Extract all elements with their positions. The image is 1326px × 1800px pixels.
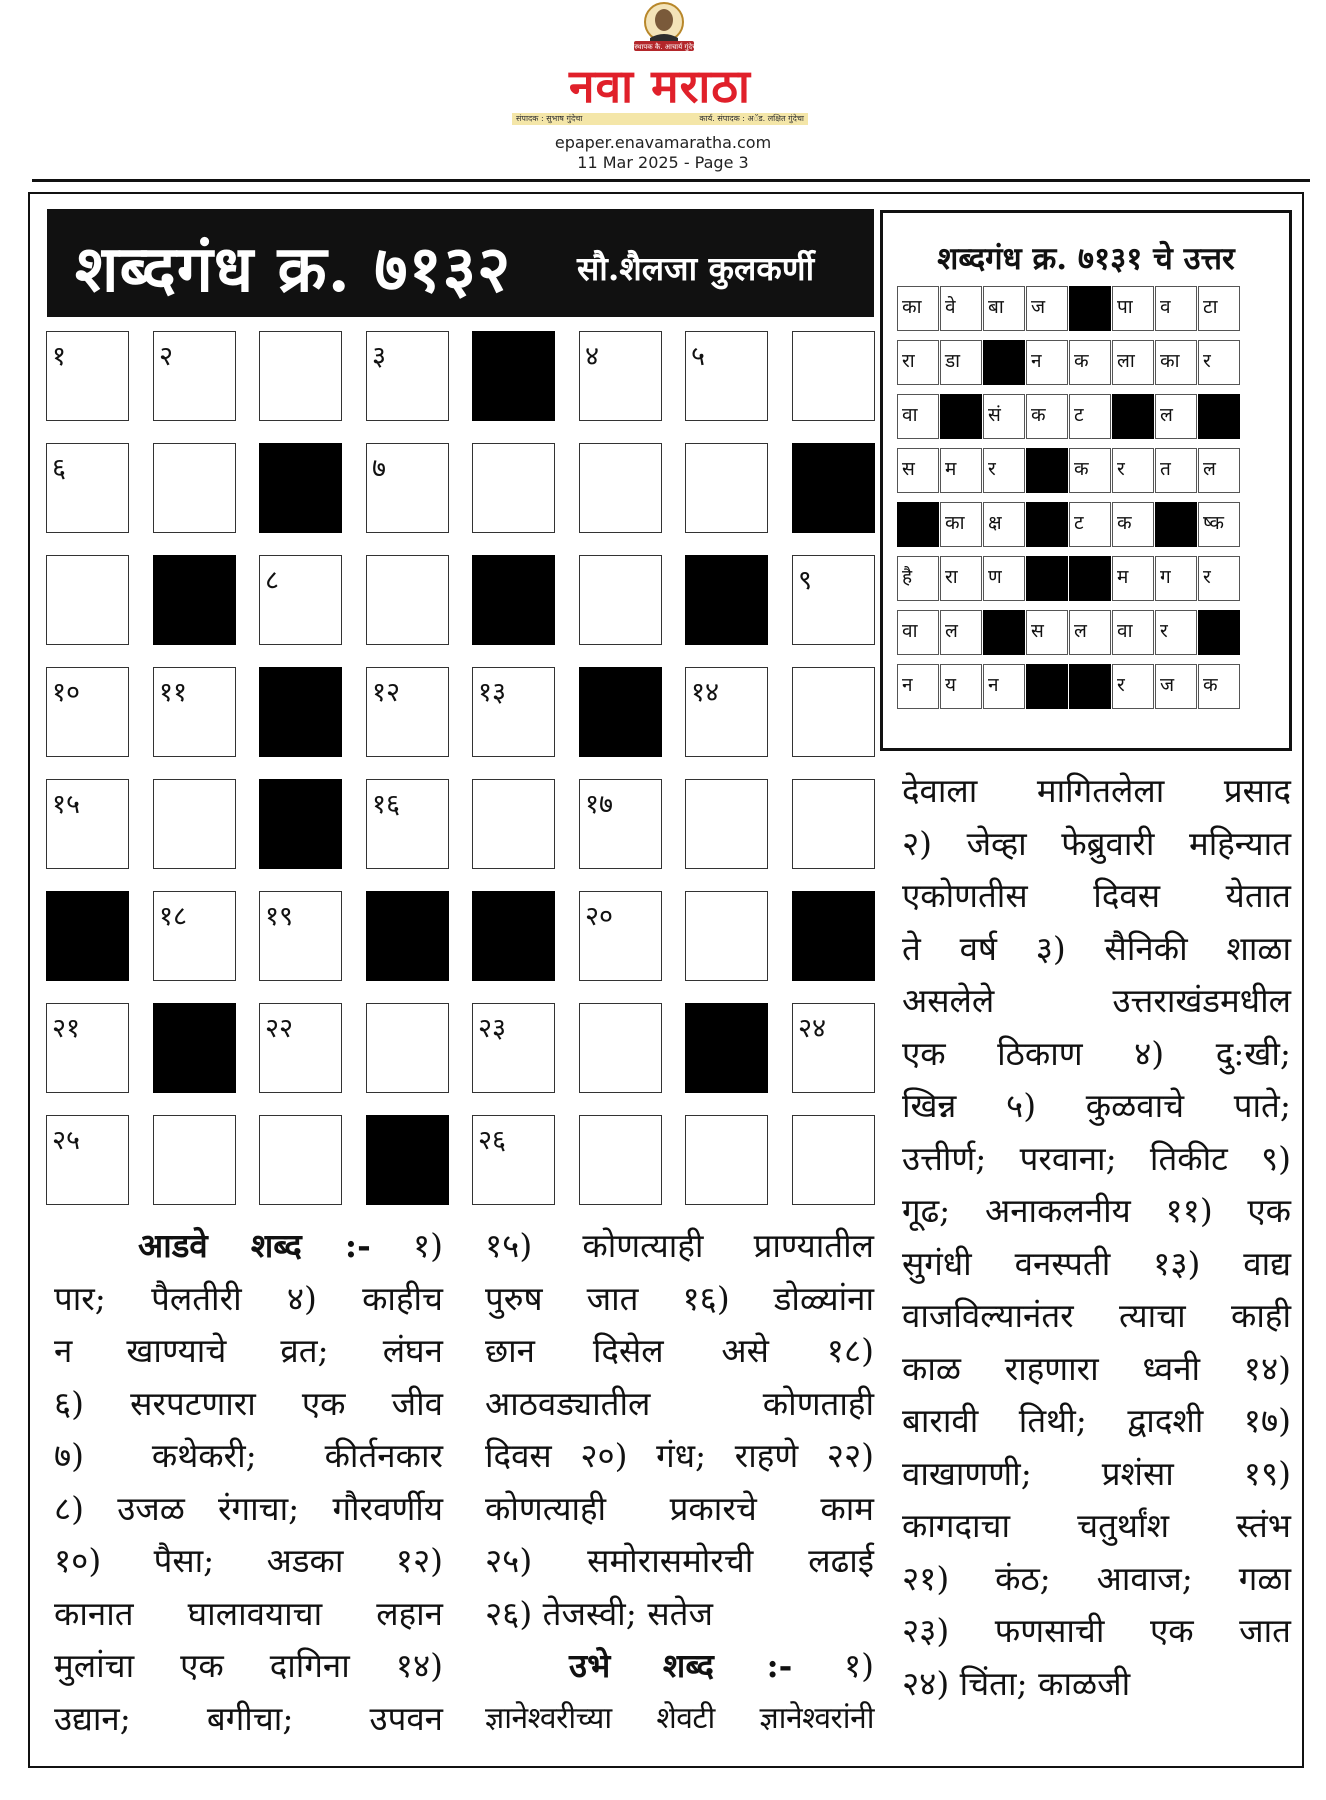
down-clue-line: काळ राहणारा ध्वनी १४)	[902, 1348, 1291, 1388]
grid-block	[472, 555, 555, 645]
grid-cell[interactable]	[685, 331, 768, 421]
grid-cell[interactable]	[46, 443, 129, 533]
down-clue-line: २३) फणसाची एक जात	[902, 1611, 1291, 1650]
down-clue-line: गूढ; अनाकलनीय ११) एक	[902, 1191, 1291, 1230]
answer-cell: र	[1198, 556, 1240, 601]
grid-cell[interactable]	[46, 667, 129, 757]
answer-cell: सं	[983, 394, 1025, 439]
answer-cell: रा	[940, 556, 982, 601]
answer-block	[1198, 394, 1240, 439]
answer-cell: है	[897, 556, 939, 601]
puzzle-title-banner	[47, 209, 874, 317]
answer-block	[1069, 556, 1111, 601]
answer-block	[1155, 502, 1197, 547]
grid-block	[153, 555, 236, 645]
newspaper-logo: नवा मराठा संपादक : सुभाष गुंदेचा कार्य. संपादक : अॅड. लक्षित गुंदेचा	[512, 60, 808, 126]
answer-cell: र	[1198, 340, 1240, 385]
answer-cell: ण	[983, 556, 1025, 601]
grid-block	[685, 555, 768, 645]
answer-cell: म	[1112, 556, 1154, 601]
clue-number: १	[52, 341, 67, 372]
down-clue-line: खिन्न ५) कुळवाचे पाते;	[902, 1086, 1291, 1125]
answer-cell: टा	[1198, 286, 1240, 331]
grid-cell[interactable]	[46, 779, 129, 869]
grid-cell[interactable]	[259, 555, 342, 645]
across-clue-line: न खाण्याचे व्रत; लंघन	[54, 1331, 443, 1370]
across-clue-line: उद्यान; बगीचा; उपवन	[54, 1698, 443, 1738]
answer-cell: र	[1155, 610, 1197, 655]
grid-cell[interactable]	[153, 891, 236, 981]
across-clue-line: आडवे शब्द :- १)	[54, 1220, 443, 1273]
grid-cell[interactable]	[792, 667, 875, 757]
grid-cell[interactable]	[259, 1115, 342, 1205]
answer-cell: वे	[940, 286, 982, 331]
across-clue-line: आठवड्यातील कोणताही	[485, 1383, 874, 1423]
answer-block	[1026, 448, 1068, 493]
previous-answers-box	[880, 210, 1292, 751]
answer-cell: ल	[940, 610, 982, 655]
down-clue-line: एकोणतीस दिवस येतात	[902, 876, 1291, 915]
grid-cell[interactable]	[366, 1003, 449, 1093]
answer-block	[1198, 610, 1240, 655]
clue-number: २६	[478, 1125, 507, 1156]
answer-cell: क	[1026, 394, 1068, 439]
grid-cell[interactable]	[685, 891, 768, 981]
answer-cell: वा	[897, 394, 939, 439]
grid-block	[472, 331, 555, 421]
down-clue-line: असलेले उत्तराखंडमधील	[902, 981, 1291, 1020]
answer-cell: ट	[1069, 394, 1111, 439]
down-clue-line: बारावी तिथी; द्वादशी १७)	[902, 1401, 1291, 1440]
answer-cell: का	[940, 502, 982, 547]
grid-block	[259, 667, 342, 757]
clue-number: १३	[478, 677, 507, 708]
clue-number: १८	[159, 901, 188, 932]
grid-cell[interactable]	[685, 779, 768, 869]
down-clue-line: २१) कंठ; आवाज; गळा	[902, 1558, 1291, 1598]
down-clue-line: २) जेव्हा फेब्रुवारी महिन्यात	[902, 823, 1291, 863]
grid-cell[interactable]	[472, 1115, 555, 1205]
clue-number: १६	[372, 789, 401, 820]
answer-cell: न	[983, 664, 1025, 709]
grid-cell[interactable]	[579, 331, 662, 421]
grid-block	[259, 443, 342, 533]
grid-block	[366, 1115, 449, 1205]
clue-number: ५	[691, 341, 706, 372]
across-clue-line: ८) उजळ रंगाचा; गौरवर्णीय	[54, 1488, 443, 1528]
down-clue-line: देवाला मागितलेला प्रसाद	[902, 771, 1291, 810]
grid-cell[interactable]	[579, 443, 662, 533]
answer-block	[983, 610, 1025, 655]
clue-number: ६	[52, 453, 67, 484]
grid-block	[685, 1003, 768, 1093]
grid-cell[interactable]	[259, 891, 342, 981]
answer-block	[1069, 286, 1111, 331]
grid-block	[472, 891, 555, 981]
down-clue-line: उभे शब्द :- १)	[485, 1640, 874, 1693]
across-clue-line: ७) कथेकरी; कीर्तनकार	[54, 1436, 443, 1475]
grid-cell[interactable]	[153, 779, 236, 869]
clue-number: २१	[52, 1013, 81, 1044]
answer-cell: ष्क	[1198, 502, 1240, 547]
grid-cell[interactable]	[472, 667, 555, 757]
answer-cell: रा	[897, 340, 939, 385]
across-clue-line: कोणत्याही प्रकारचे काम	[485, 1488, 874, 1528]
clue-number: १०	[52, 677, 81, 708]
answer-cell: व	[1155, 286, 1197, 331]
clue-number: ११	[159, 677, 188, 708]
grid-cell[interactable]	[153, 667, 236, 757]
grid-cell[interactable]	[579, 891, 662, 981]
grid-cell[interactable]	[46, 331, 129, 421]
grid-cell[interactable]	[46, 1115, 129, 1205]
down-clue-line: वाखाणणी; प्रशंसा १९)	[902, 1453, 1291, 1493]
clue-number: २२	[265, 1013, 294, 1044]
grid-cell[interactable]	[685, 1115, 768, 1205]
puzzle-title: शब्दगंध क्र. ७१३२	[75, 232, 512, 307]
answer-cell: वा	[897, 610, 939, 655]
grid-cell[interactable]	[685, 443, 768, 533]
clue-number: १९	[265, 901, 294, 932]
clue-number: २०	[585, 901, 614, 932]
grid-cell[interactable]	[792, 1115, 875, 1205]
clue-number: २५	[52, 1125, 81, 1156]
answer-cell: ल	[1155, 394, 1197, 439]
answer-block	[983, 340, 1025, 385]
grid-cell[interactable]	[579, 555, 662, 645]
down-clue-line: ते वर्ष ३) सैनिकी शाळा	[902, 928, 1291, 968]
epaper-url[interactable]: epaper.enavamaratha.com	[554, 133, 772, 152]
grid-cell[interactable]	[366, 667, 449, 757]
down-clue-line: २४) चिंता; काळजी	[902, 1663, 1131, 1703]
clue-number: ७	[372, 453, 387, 484]
grid-cell[interactable]	[792, 331, 875, 421]
answer-cell: म	[940, 448, 982, 493]
answer-block	[1026, 556, 1068, 601]
clue-number: ४	[585, 341, 600, 372]
grid-cell[interactable]	[579, 1003, 662, 1093]
issue-date-page: 11 Mar 2025 - Page 3	[577, 153, 749, 172]
grid-cell[interactable]	[472, 443, 555, 533]
grid-cell[interactable]	[153, 443, 236, 533]
clues-column-3	[902, 765, 1291, 1710]
answers-title: शब्दगंध क्र. ७१३१ चे उत्तर	[937, 241, 1235, 277]
down-clue-line: उत्तीर्ण; परवाना; तिकीट ९)	[902, 1138, 1291, 1178]
clue-number: ९	[798, 565, 813, 596]
grid-cell[interactable]	[46, 555, 129, 645]
across-clue-line: २६) तेजस्वी; सतेज	[485, 1593, 713, 1633]
crossword-grid	[46, 331, 876, 1211]
grid-cell[interactable]	[579, 1115, 662, 1205]
grid-cell[interactable]	[366, 331, 449, 421]
across-clue-line: मुलांचा एक दागिना १४)	[54, 1646, 443, 1685]
clue-number: २	[159, 341, 174, 372]
answer-cell: क	[1069, 340, 1111, 385]
across-clue-line: कानात घालावयाचा लहान	[54, 1593, 443, 1633]
answer-cell: स	[1026, 610, 1068, 655]
answer-cell: का	[897, 286, 939, 331]
answer-cell: डा	[940, 340, 982, 385]
answer-block	[1026, 502, 1068, 547]
answer-cell: का	[1155, 340, 1197, 385]
clue-number: ३	[372, 341, 387, 372]
grid-cell[interactable]	[153, 1115, 236, 1205]
answer-cell: क्ष	[983, 502, 1025, 547]
answer-cell: क	[1069, 448, 1111, 493]
grid-block	[792, 443, 875, 533]
answer-cell: ग	[1155, 556, 1197, 601]
grid-cell[interactable]	[366, 555, 449, 645]
grid-cell[interactable]	[259, 331, 342, 421]
grid-block	[46, 891, 129, 981]
grid-block	[153, 1003, 236, 1093]
across-clue-line: १०) पैसा; अडका १२)	[54, 1541, 443, 1580]
answer-cell: न	[897, 664, 939, 709]
clue-number: १४	[691, 677, 720, 708]
across-clue-line: पार; पैलतीरी ४) काहीच	[54, 1278, 443, 1318]
grid-cell[interactable]	[685, 667, 768, 757]
grid-block	[792, 891, 875, 981]
answer-cell: त	[1155, 448, 1197, 493]
answer-cell: य	[940, 664, 982, 709]
answer-block	[1069, 664, 1111, 709]
grid-cell[interactable]	[792, 779, 875, 869]
across-clue-line: २५) समोरासमोरची लढाई	[485, 1541, 874, 1580]
grid-block	[259, 779, 342, 869]
answer-cell: ल	[1069, 610, 1111, 655]
across-clue-line: १५) कोणत्याही प्राण्यातील	[485, 1226, 874, 1265]
across-clue-line: दिवस २०) गंध; राहणे २२)	[485, 1436, 874, 1475]
down-clue-line: वाजविल्यानंतर त्याचा काही	[902, 1296, 1291, 1335]
down-clue-line: कागदाचा चतुर्थांश स्तंभ	[902, 1506, 1291, 1545]
clue-number: १७	[585, 789, 614, 820]
clue-number: ८	[265, 565, 280, 596]
answer-cell: क	[1198, 664, 1240, 709]
answer-cell: क	[1112, 502, 1154, 547]
grid-cell[interactable]	[579, 779, 662, 869]
answer-cell: बा	[983, 286, 1025, 331]
grid-cell[interactable]	[472, 1003, 555, 1093]
answer-cell: वा	[1112, 610, 1154, 655]
puzzle-author: सौ.शैलजा कुलकर्णी	[577, 249, 815, 288]
grid-cell[interactable]	[792, 555, 875, 645]
answer-cell: पा	[1112, 286, 1154, 331]
answer-block	[1112, 394, 1154, 439]
answer-cell: ट	[1069, 502, 1111, 547]
down-clue-line: एक ठिकाण ४) दु:खी;	[902, 1033, 1291, 1073]
answer-block	[897, 502, 939, 547]
answer-cell: र	[1112, 448, 1154, 493]
across-clue-line: पुरुष जात १६) डोळ्यांना	[485, 1278, 874, 1318]
clue-number: २४	[798, 1013, 827, 1044]
grid-block	[366, 891, 449, 981]
answer-cell: र	[1112, 664, 1154, 709]
answer-cell: र	[983, 448, 1025, 493]
header-divider	[32, 179, 1310, 182]
founder-portrait	[614, 0, 714, 62]
portrait-caption: संस्थापक कै. आचार्य गुंदेचा	[629, 43, 699, 51]
clues-column-1	[54, 1220, 443, 1745]
clue-number: १२	[372, 677, 401, 708]
grid-cell[interactable]	[259, 1003, 342, 1093]
grid-cell[interactable]	[366, 779, 449, 869]
grid-cell[interactable]	[46, 1003, 129, 1093]
answer-block	[940, 394, 982, 439]
answer-cell: न	[1026, 340, 1068, 385]
across-clue-line: छान दिसेल असे १८)	[485, 1331, 874, 1370]
clue-number: १५	[52, 789, 81, 820]
answer-cell: ला	[1112, 340, 1154, 385]
grid-block	[579, 667, 662, 757]
down-clue-line: सुगंधी वनस्पती १३) वाद्य	[902, 1243, 1291, 1283]
across-clue-line: ६) सरपटणारा एक जीव	[54, 1383, 443, 1423]
answer-cell: ज	[1155, 664, 1197, 709]
answer-cell: ज	[1026, 286, 1068, 331]
grid-cell[interactable]	[792, 1003, 875, 1093]
grid-cell[interactable]	[366, 443, 449, 533]
grid-cell[interactable]	[472, 779, 555, 869]
answer-cell: ल	[1198, 448, 1240, 493]
down-heading: उभे शब्द :-	[569, 1646, 793, 1685]
answer-block	[1026, 664, 1068, 709]
across-heading: आडवे शब्द :-	[138, 1226, 371, 1265]
clue-number: २३	[478, 1013, 507, 1044]
down-clue-line: ज्ञानेश्वरीच्या शेवटी ज्ञानेश्वरांनी	[485, 1700, 874, 1736]
answer-cell: स	[897, 448, 939, 493]
clues-column-2	[485, 1220, 874, 1745]
grid-cell[interactable]	[153, 331, 236, 421]
